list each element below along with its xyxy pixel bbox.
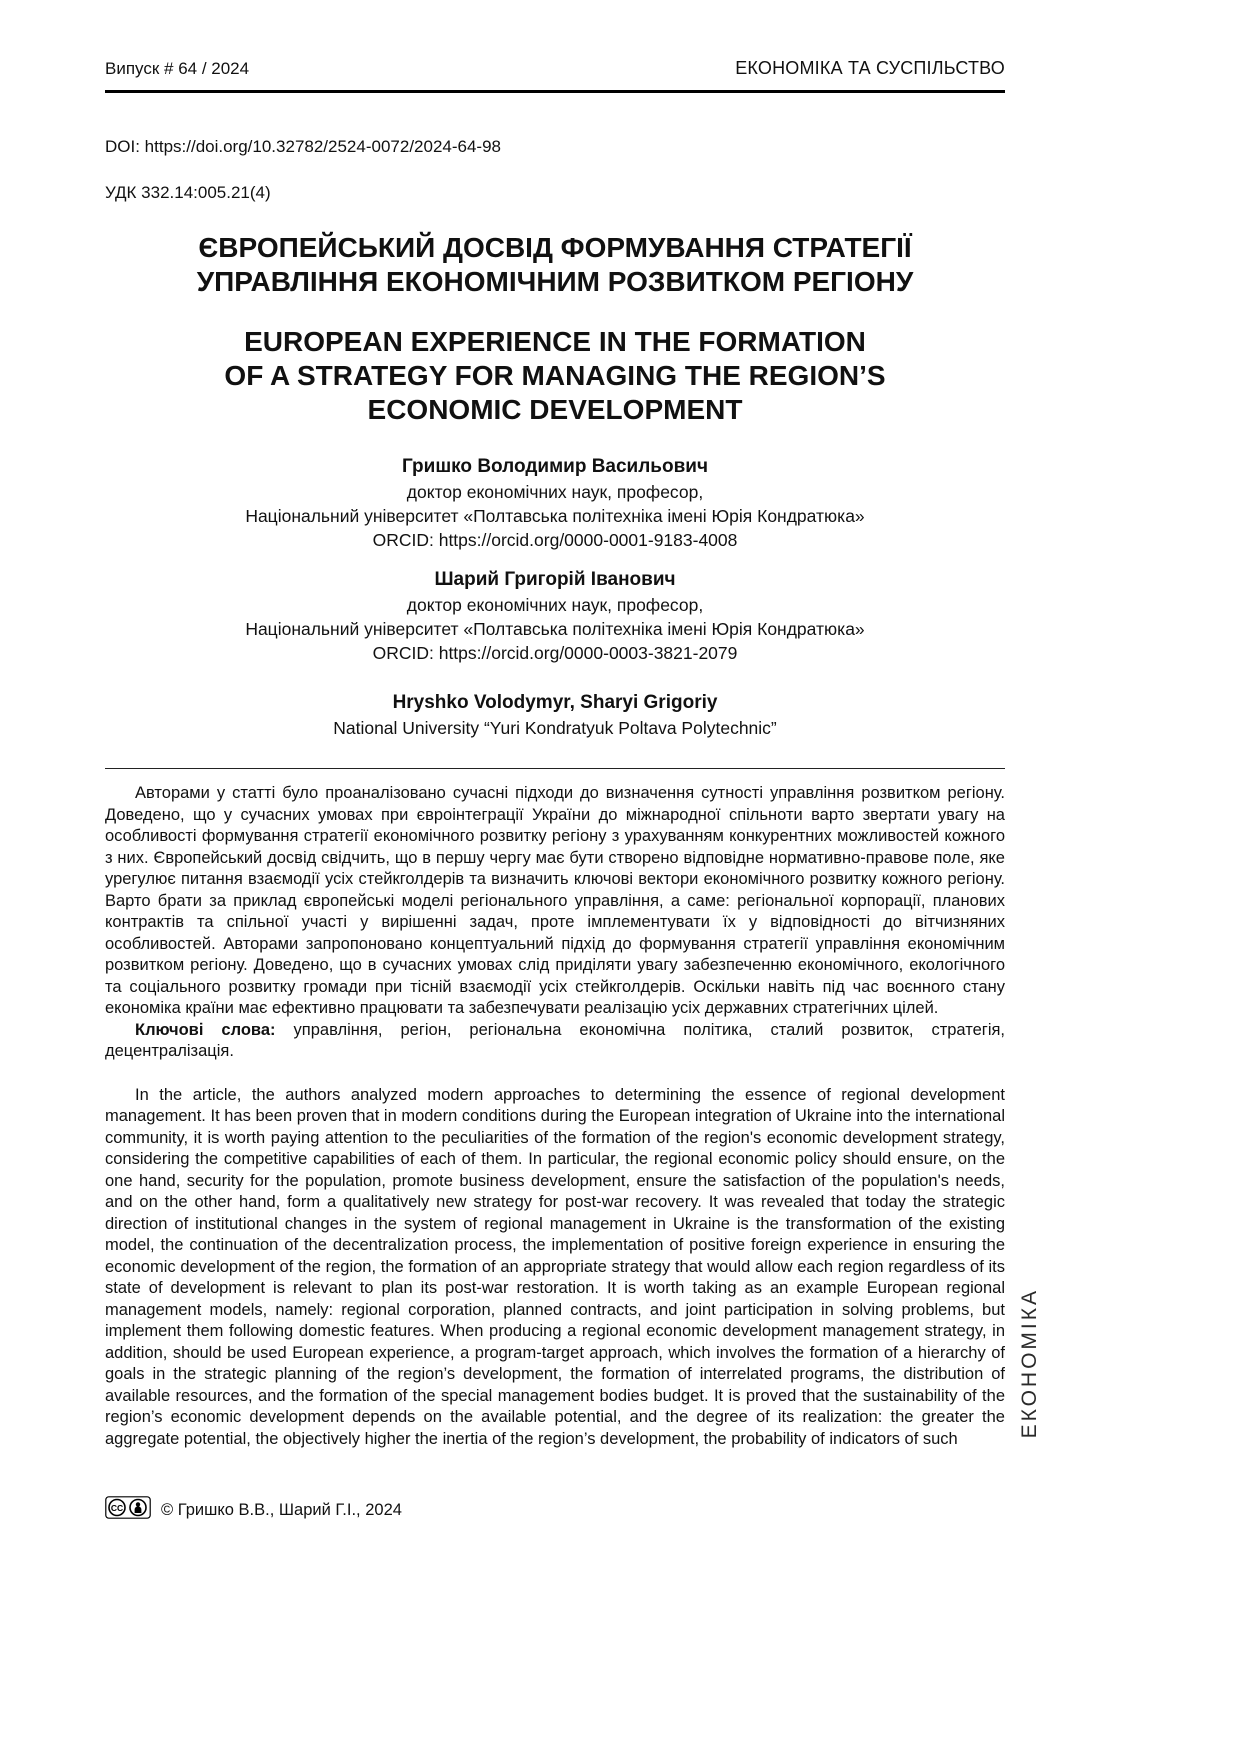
keywords-uk [105,1020,1005,1063]
author-block-1 [105,453,1005,552]
author-affiliation: Національний університет «Полтавська політехніка імені Юрія Кондратюка» [245,619,865,639]
author-name: Гришко Володимир Васильович [402,456,708,477]
article-title-en-line3: ECONOMIC DEVELOPMENT [367,394,743,425]
author-degree: доктор економічних наук, професор, [406,482,704,502]
doi-line: DOI: https://doi.org/10.32782/2524-0072/2024-64-98 [105,137,502,156]
author-orcid: ORCID: https://orcid.org/0000-0003-3821-2079 [372,643,738,663]
article-title-uk [105,231,1005,299]
section-vertical-label: ЕКОНОМІКА [1018,1288,1041,1439]
author-name: Шарий Григорій Іванович [434,569,676,590]
copyright-line: © Гришко В.В., Шарий Г.І., 2024 [161,1500,402,1519]
udc-line: УДК 332.14:005.21(4) [105,183,271,202]
author-block-2 [105,566,1005,665]
abstract-uk [105,783,1005,1063]
article-title-uk-line1: ЄВРОПЕЙСЬКИЙ ДОСВІД ФОРМУВАННЯ СТРАТЕГІЇ [198,232,912,263]
abstract-divider [105,768,1005,769]
svg-text:CC: CC [110,1503,124,1513]
page-content [105,0,1005,1450]
cc-by-license-icon [105,1496,151,1524]
authors-en-names: Hryshko Volodymyr, Sharyi Grigoriy [392,692,718,713]
abstract-en-text: In the article, the authors analyzed modern approaches to determining the essence of regional development management. It has been proven that in modern conditions during the European integration of Ukraine into the international community, it is worth paying attention to the peculiarities of the formation of the region's economic development strategy, considering the competitive capabilities of each of them. In particular, the regional economic policy should ensure, on the one hand, security for the population, promote business development, ensure the satisfaction of the population's needs, and on the other hand, form a qualitatively new strategy for post-war recovery. It was revealed that today the strategic direction of institutional changes in the system of regional management in Ukraine is the transformation of the existing model, the continuation of the decentralization process, the implementation of positive foreign experience in ensuring the economic development of the region, the formation of an appropriate strategy that would allow each region regardless of its state of development is relevant to plan its post-war restoration. It is worth taking as an example European regional management models, namely: regional corporation, planned contracts, and joint participation in solving problems, but implement them following domestic features. When producing a regional economic development management strategy, in addition, should be used European experience, a program-target approach, which involves the formation of a hierarchy of goals in the strategic planning of the region’s development, the formation of interrelated programs, the distribution of available resources, and the formation of the special management bodies budget. It is proved that the sustainability of the region’s economic development depends on the available potential, and the degree of its realization: the greater the aggregate potential, the objectively higher the inertia of the region’s development, the probability of indicators of such [105,1085,1005,1448]
article-title-uk-line2: УПРАВЛІННЯ ЕКОНОМІЧНИМ РОЗВИТКОМ РЕГІОНУ [196,266,914,297]
abstract-en [105,1085,1005,1451]
article-title-en-line1: EUROPEAN EXPERIENCE IN THE FORMATION [244,326,866,357]
abstract-uk-text: Авторами у статті було проаналізовано сучасні підходи до визначення сутності управління розвитком регіону. Доведено, що у сучасних умовах при євроінтеграції України до міжнародної спільноти варто звертати увагу на особливості формування стратегії економічного розвитку регіону з урахуванням конкурентних можливостей кожного з них. Європейський досвід свідчить, що в першу чергу має бути створено відповідне нормативно-правове поле, яке урегулює питання взаємодії усіх стейкголдерів та визначить ключові вектори економічного розвитку кожного регіону. Варто брати за приклад європейські моделі регіонального управління, а саме: регіональної корпорації, планових контрактів та спільної участі у вирішенні задач, проте імплементувати їх у відповідності до вітчизняних особливостей. Авторами запропоновано концептуальний підхід до формування стратегії управління економічним розвитком регіону. Доведено, що в сучасних умовах слід приділяти увагу забезпеченню економічного, екологічного та соціального розвитку громади при тісній взаємодії усіх стейкголдерів. Оскільки навіть під час воєнного стану економіка країни має ефективно працювати та забезпечувати реалізацію усіх державних стратегічних цілей. [105,784,1005,1017]
article-title-en-line2: OF A STRATEGY FOR MANAGING THE REGION’S [224,360,886,391]
keywords-label: Ключові слова: [135,1020,276,1039]
author-degree: доктор економічних наук, професор, [406,595,704,615]
issue-label: Випуск # 64 / 2024 [105,59,250,78]
authors-en-block [105,689,1005,740]
page-footer [105,1496,402,1524]
author-affiliation: Національний університет «Полтавська політехніка імені Юрія Кондратюка» [245,506,865,526]
author-orcid: ORCID: https://orcid.org/0000-0001-9183-4008 [372,530,738,550]
journal-title: ЕКОНОМІКА ТА СУСПІЛЬСТВО [735,58,1005,78]
article-title-en [105,325,1005,427]
keywords-text: управління, регіон, регіональна економічна політика, сталий розвиток, стратегія, децентралізація. [105,1020,1005,1060]
header-divider [105,90,1005,93]
page-header [105,0,1005,79]
authors-en-affiliation: National University “Yuri Kondratyuk Poltava Polytechnic” [333,718,777,738]
